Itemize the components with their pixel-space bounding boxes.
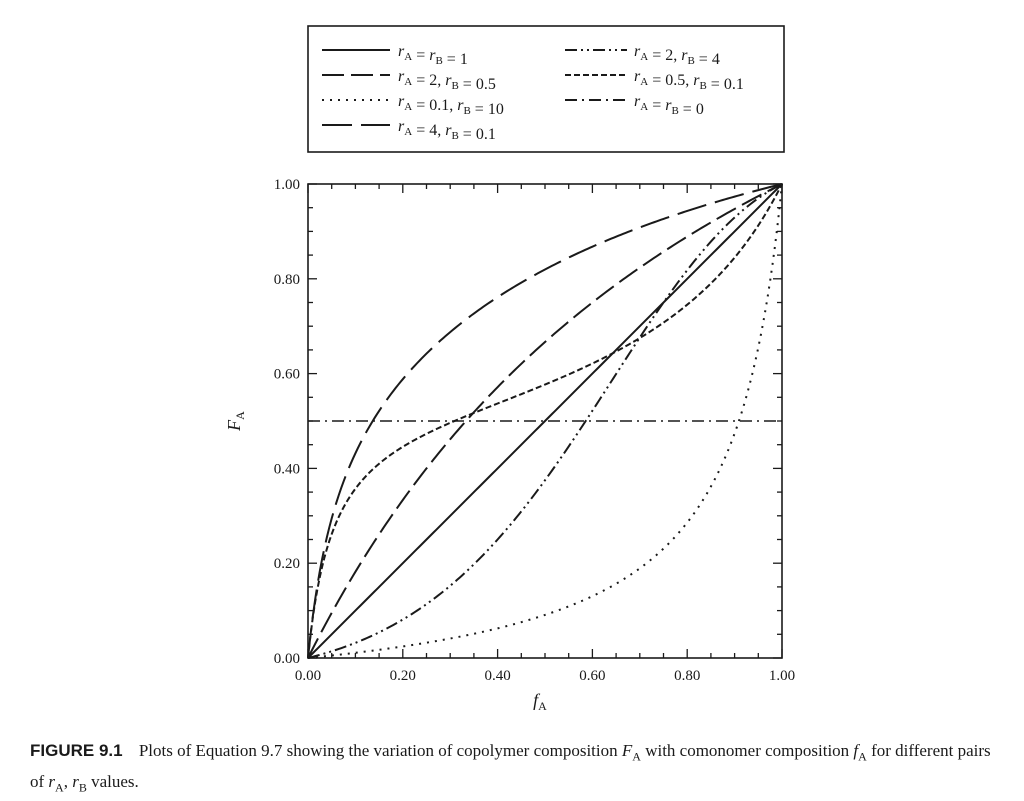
y-tick-label: 1.00 [273, 177, 300, 193]
y-tick-label: 0.40 [273, 461, 300, 478]
y-tick-label: 0.80 [273, 271, 300, 288]
x-tick-label: 0.40 [484, 668, 511, 684]
legend-entry: $r_A = 2$, $r_B = 0.5$ [398, 68, 496, 93]
y-axis-label: $F_A$ [224, 411, 247, 431]
caption-label: FIGURE 9.1 [30, 741, 123, 760]
legend [322, 43, 744, 143]
legend-entry: $r_A = 0.1$, $r_B = 10$ [398, 93, 504, 118]
figure-caption [30, 738, 1005, 801]
x-axis-label: $f_A$ [533, 690, 547, 713]
caption-text: Plots of Equation 9.7 showing the variation of copolymer composition $F_A$ with comonomer composition $f_A$ for different pairs of $r_A$, $r_B$ values. [30, 741, 991, 795]
x-tick-label: 0.20 [389, 668, 416, 684]
legend-entry: $r_A = r_B = 1$ [398, 43, 468, 68]
y-tick-label: 0.60 [273, 366, 300, 383]
legend-entry: $r_A = 0.5$, $r_B = 0.1$ [634, 68, 744, 93]
legend-entry: $r_A = r_B = 0$ [634, 93, 704, 118]
y-tick-label: 0.20 [273, 556, 300, 573]
x-tick-label: 0.00 [294, 668, 322, 684]
legend-entry: $r_A = 2$, $r_B = 4$ [634, 43, 720, 68]
data-series [308, 184, 782, 658]
x-tick-label: 0.60 [579, 668, 606, 684]
legend-entry: $r_A = 4$, $r_B = 0.1$ [398, 118, 496, 143]
x-tick-label: 1.00 [768, 668, 796, 684]
y-tick-label: 0.00 [273, 651, 300, 667]
x-tick-label: 0.80 [674, 668, 701, 684]
